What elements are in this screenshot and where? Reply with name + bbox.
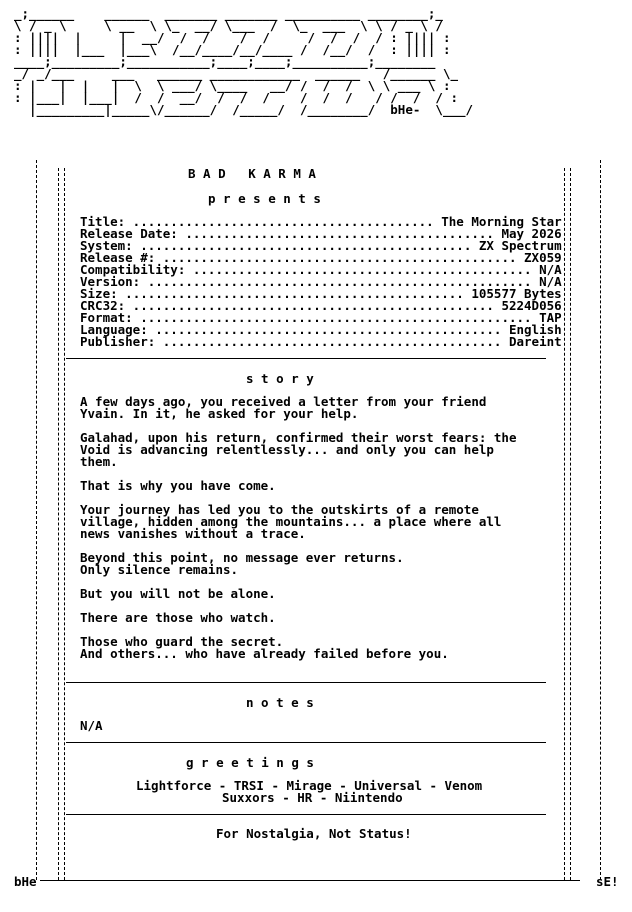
info-label: Language:	[80, 322, 148, 337]
info-leader: .............................................	[117, 286, 472, 301]
info-value: May 2026	[501, 226, 562, 241]
info-label: Title:	[80, 214, 126, 229]
info-label: Size:	[80, 286, 118, 301]
group-name: B A D K A R M A	[188, 166, 316, 181]
footer-tag-right: sE!	[596, 874, 619, 889]
info-leader: ...................................................	[140, 274, 540, 289]
info-value: ZX Spectrum	[478, 238, 562, 253]
info-label: Format:	[80, 310, 133, 325]
info-leader: ....................................................	[132, 310, 540, 325]
notes-text: N/A	[80, 718, 103, 733]
story-paragraph: A few days ago, you received a letter from your friend Yvain. In it, he asked for your help.	[80, 394, 487, 421]
story-paragraph: Those who guard the secret. And others... who have already failed before you.	[80, 634, 449, 661]
story-heading: s t o r y	[246, 371, 314, 386]
info-label: Release Date:	[80, 226, 178, 241]
frame-rail-right-inner2	[570, 168, 571, 880]
greetings-heading: g r e e t i n g s	[186, 755, 314, 770]
info-value: English	[508, 322, 562, 337]
footer-line	[40, 880, 580, 881]
frame-rail-right-outer	[600, 160, 601, 880]
info-value: N/A	[539, 274, 562, 289]
info-value: ZX059	[524, 250, 562, 265]
frame-rail-left-outer	[36, 160, 37, 880]
story-paragraph: Beyond this point, no message ever returns. Only silence remains.	[80, 550, 404, 577]
info-label: CRC32:	[80, 298, 126, 313]
info-value: 5224D056	[501, 298, 562, 313]
info-label: Compatibility:	[80, 262, 186, 277]
story-paragraph: But you will not be alone.	[80, 586, 276, 601]
greetings-line: Lightforce - TRSI - Mirage - Universal - Venom	[136, 778, 483, 793]
release-info-table	[80, 216, 560, 348]
greetings-line: Suxxors - HR - Niintendo	[222, 790, 403, 805]
frame-rail-left-inner2	[64, 168, 65, 880]
info-leader: ........................................	[125, 214, 442, 229]
info-leader: ................................................	[125, 298, 502, 313]
ascii-logo: _;______ ______ _______ _______ __________ ________;_ \ / _ \ \ __ \ \_ __/ \___ / \_ ___ \ \ / _ \ / : |||| | | __/ / / / / / / / / : |||| : : |||| |___ |___\ /__/____/__/____ / /__/ / : |||| : ____;_________;___________;____;____;__________;________ _/ _/___ ___ ______ ____________ ______ /______ \_ : | | | | \ \ ___/ \____ __/ / / / \ \ ___ \ : : |___| |___| / / __/ / / / / / / / / / / : |_________|_____\/______/ /_____/ /________/ bHe- \___/	[14, 6, 474, 117]
divider	[66, 742, 546, 743]
info-label: Release #:	[80, 250, 156, 265]
info-label: System:	[80, 238, 133, 253]
info-label: Publisher:	[80, 334, 156, 349]
info-leader: ............................................	[132, 238, 479, 253]
info-value: TAP	[539, 310, 562, 325]
divider	[66, 358, 546, 359]
footer-tag-left: bHe	[14, 874, 37, 889]
info-leader: .............................................	[155, 334, 509, 349]
info-leader: .............................................	[185, 262, 540, 277]
info-value: Dareint	[508, 334, 562, 349]
info-label: Version:	[80, 274, 141, 289]
divider	[66, 682, 546, 683]
frame-rail-left-inner	[58, 168, 59, 880]
info-leader: ...............................................	[155, 250, 525, 265]
frame-rail-right-inner	[564, 168, 565, 880]
story-paragraph: That is why you have come.	[80, 478, 276, 493]
info-leader: .........................................	[177, 226, 502, 241]
notes-heading: n o t e s	[246, 695, 314, 710]
divider	[66, 814, 546, 815]
motto: For Nostalgia, Not Status!	[216, 826, 412, 841]
story-paragraph: There are those who watch.	[80, 610, 276, 625]
presents-heading: p r e s e n t s	[208, 191, 321, 206]
story-paragraph: Your journey has led you to the outskirts of a remote village, hidden among the mountains... a place where all news vanishes without a trace.	[80, 502, 502, 541]
story-paragraph: Galahad, upon his return, confirmed their worst fears: the Void is advancing relentlessly... and only you can help them.	[80, 430, 517, 469]
info-value: N/A	[539, 262, 562, 277]
info-leader: ..............................................	[147, 322, 509, 337]
info-value: 105577 Bytes	[471, 286, 562, 301]
info-row	[80, 336, 560, 348]
info-value: The Morning Star	[441, 214, 562, 229]
